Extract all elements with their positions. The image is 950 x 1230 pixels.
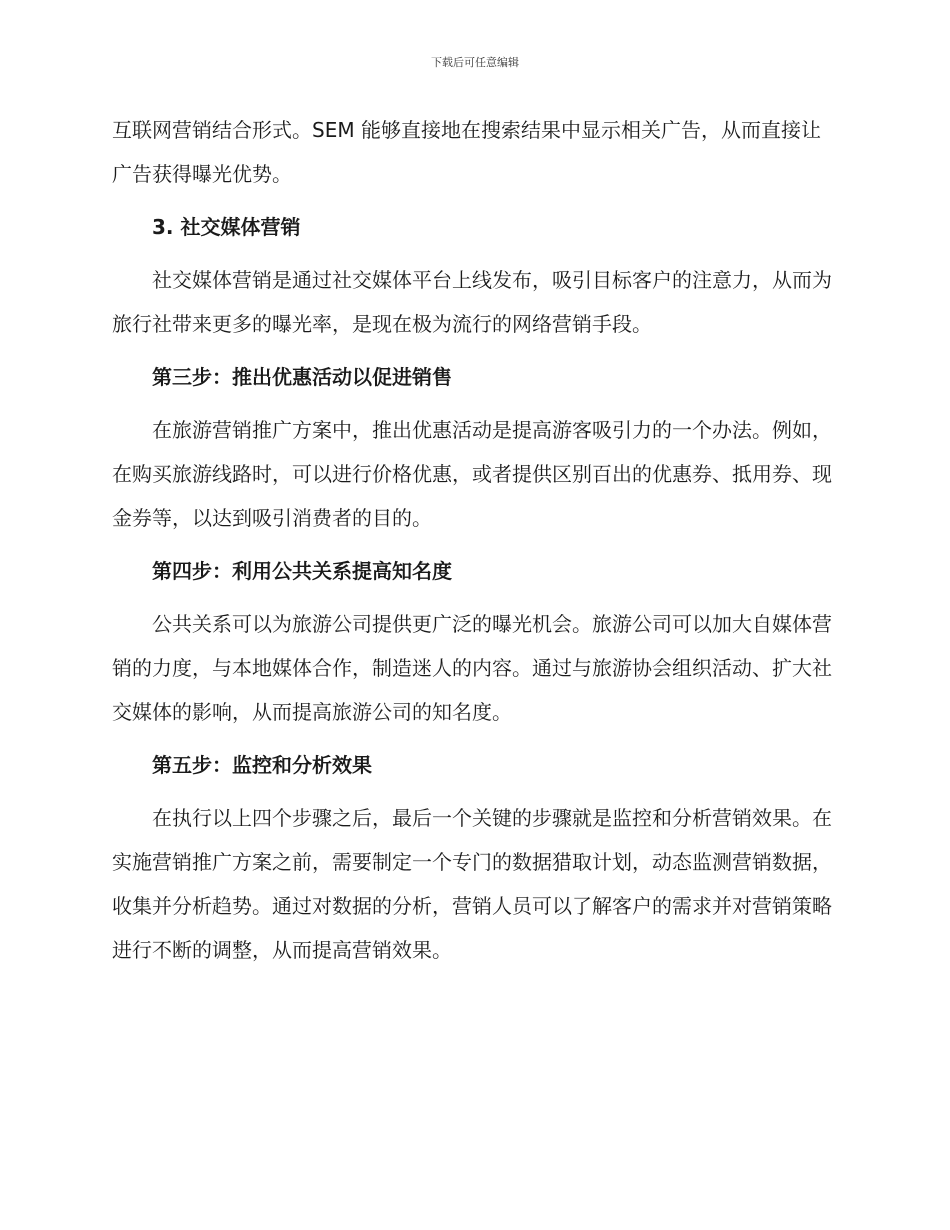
paragraph-promotions: 在旅游营销推广方案中，推出优惠活动是提高游客吸引力的一个办法。例如，在购买旅游线路时，可以进行价格优惠，或者提供区别百出的优惠券、抵用券、现金券等，以达到吸引消费者的目的。 (112, 418, 832, 530)
heading-step-three: 第三步：推出优惠活动以促进销售 (152, 365, 452, 389)
heading-step-five: 第五步：监控和分析效果 (152, 753, 372, 777)
paragraph-sem-continuation: 互联网营销结合形式。SEM 能够直接地在搜索结果中显示相关广告，从而直接让广告获得曝光优势。 (112, 118, 821, 186)
paragraph-social-media: 社交媒体营销是通过社交媒体平台上线发布，吸引目标客户的注意力，从而为旅行社带来更多的曝光率，是现在极为流行的网络营销手段。 (112, 268, 832, 336)
heading-social-media-marketing: 3. 社交媒体营销 (152, 215, 301, 239)
document-body (112, 108, 838, 981)
header-note: 下载后可任意编辑 (431, 56, 519, 69)
paragraph-monitoring: 在执行以上四个步骤之后，最后一个关键的步骤就是监控和分析营销效果。在实施营销推广方案之前，需要制定一个专门的数据猎取计划，动态监测营销数据，收集并分析趋势。通过对数据的分析，营销人员可以了解客户的需求并对营销策略进行不断的调整，从而提高营销效果。 (112, 806, 832, 962)
paragraph-public-relations: 公共关系可以为旅游公司提供更广泛的曝光机会。旅游公司可以加大自媒体营销的力度，与本地媒体合作，制造迷人的内容。通过与旅游协会组织活动、扩大社交媒体的影响，从而提高旅游公司的知名度。 (112, 612, 832, 724)
heading-step-four: 第四步：利用公共关系提高知名度 (152, 559, 452, 583)
